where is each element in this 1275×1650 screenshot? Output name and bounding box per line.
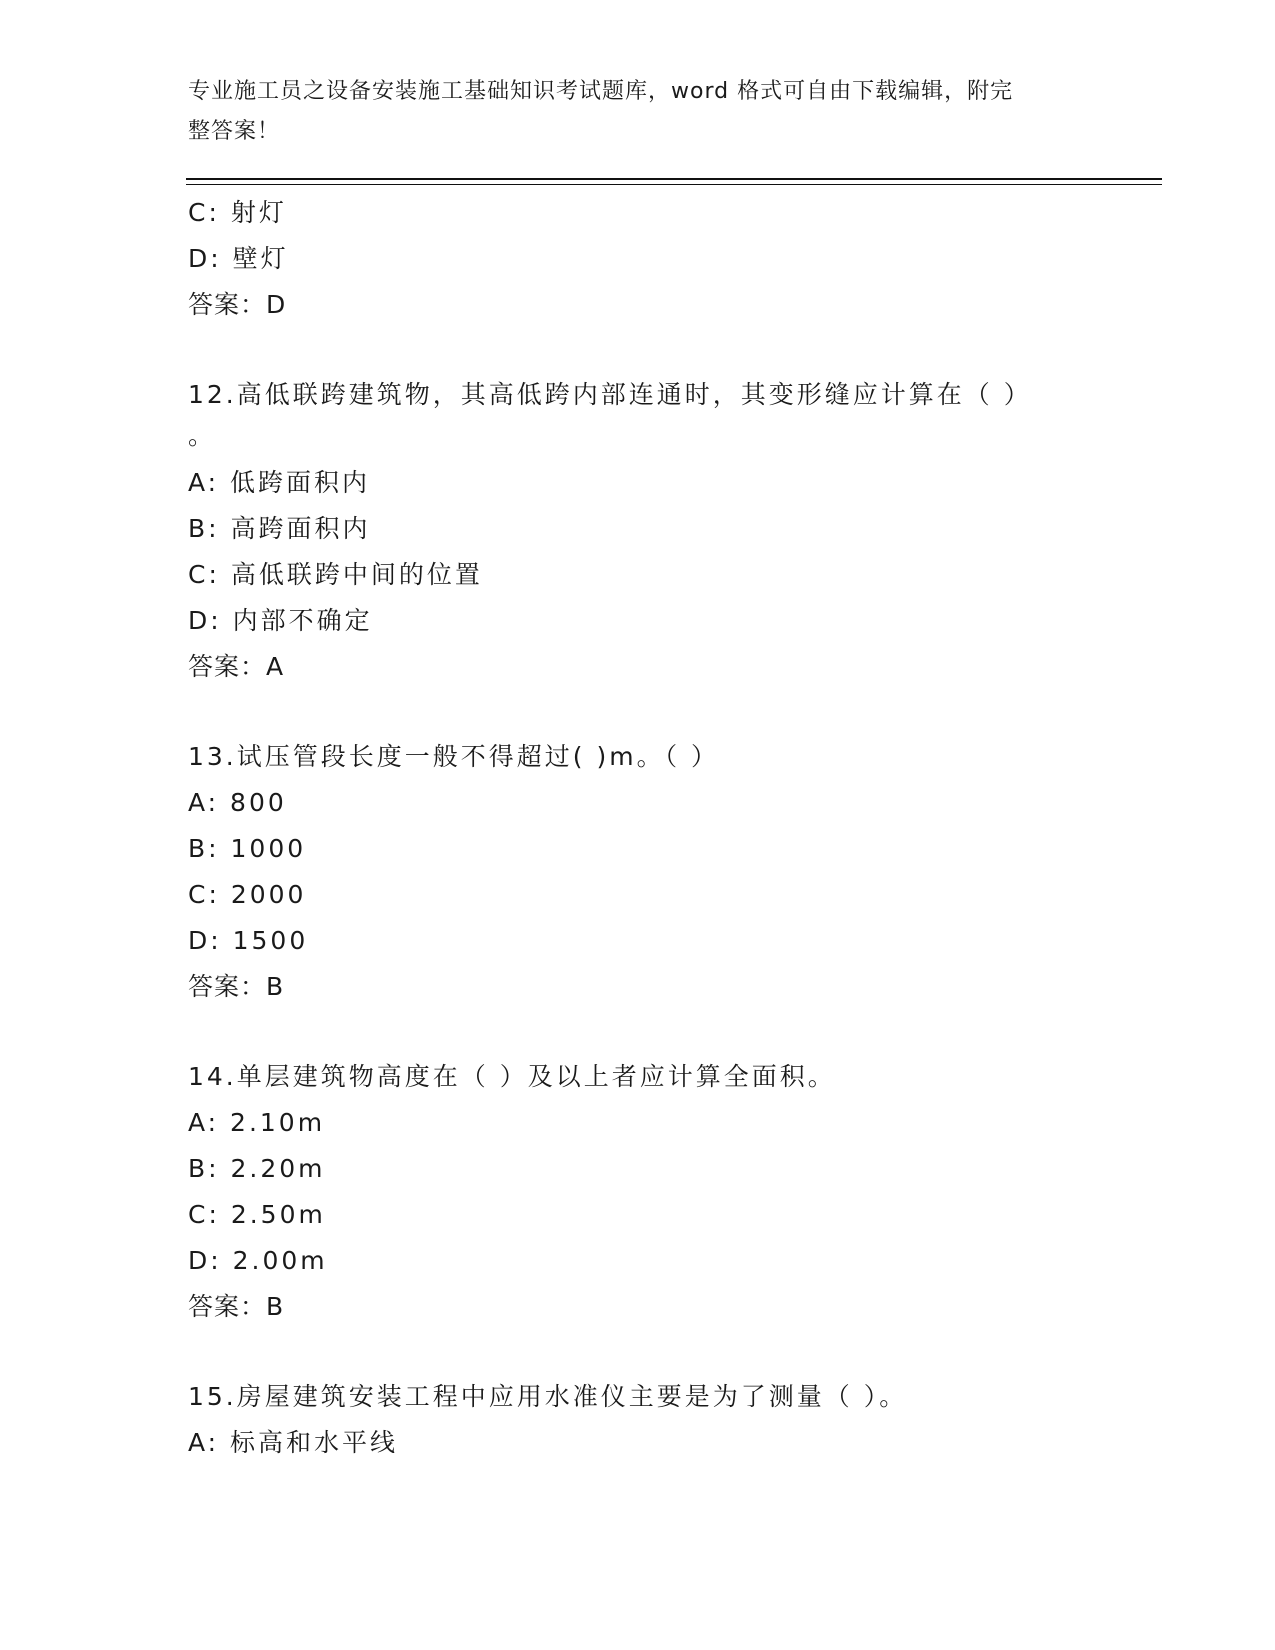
- option-d: D: 1500: [188, 926, 309, 955]
- question-15: [188, 1374, 1088, 1466]
- spacer: [188, 690, 1088, 734]
- option-b: B: 高跨面积内: [188, 514, 371, 543]
- question-11: [188, 190, 1088, 328]
- option-d: D: 2.00m: [188, 1246, 328, 1275]
- header-divider-thin: [186, 184, 1162, 185]
- header-line-2: 整答案！: [188, 119, 281, 144]
- option-a: A: 低跨面积内: [188, 468, 371, 497]
- option-b: B: 1000: [188, 834, 307, 863]
- option-a: A: 标高和水平线: [188, 1428, 399, 1457]
- question-14: [188, 1054, 1088, 1330]
- header-line-1: 专业施工员之设备安装施工基础知识考试题库，word 格式可自由下载编辑，附完: [188, 79, 1014, 104]
- question-12: [188, 372, 1088, 690]
- option-a: A: 800: [188, 788, 287, 817]
- option-c: C: 2.50m: [188, 1200, 326, 1229]
- option-c: C: 射灯: [188, 198, 287, 227]
- answer: 答案：B: [188, 1292, 285, 1321]
- question-13: [188, 734, 1088, 1010]
- question-stem: 13.试压管段长度一般不得超过( )m。（ ）: [188, 742, 720, 771]
- spacer: [188, 1330, 1088, 1374]
- answer: 答案：D: [188, 290, 287, 319]
- answer: 答案：B: [188, 972, 285, 1001]
- option-c: C: 高低联跨中间的位置: [188, 560, 483, 589]
- option-d: D: 内部不确定: [188, 606, 373, 635]
- option-c: C: 2000: [188, 880, 307, 909]
- option-b: B: 2.20m: [188, 1154, 326, 1183]
- question-stem-tail: 。: [188, 421, 217, 450]
- spacer: [188, 1010, 1088, 1054]
- answer: 答案：A: [188, 652, 285, 681]
- header-divider-thick: [186, 178, 1162, 180]
- option-d: D: 壁灯: [188, 244, 289, 273]
- question-list: [188, 190, 1088, 1466]
- question-stem: 15.房屋建筑安装工程中应用水准仪主要是为了测量（ ）。: [188, 1382, 908, 1411]
- question-stem: 12.高低联跨建筑物，其高低跨内部连通时，其变形缝应计算在（ ）: [188, 380, 1032, 409]
- question-stem: 14.单层建筑物高度在（ ）及以上者应计算全面积。: [188, 1062, 836, 1091]
- spacer: [188, 328, 1088, 372]
- option-a: A: 2.10m: [188, 1108, 326, 1137]
- document-header: [188, 72, 1078, 152]
